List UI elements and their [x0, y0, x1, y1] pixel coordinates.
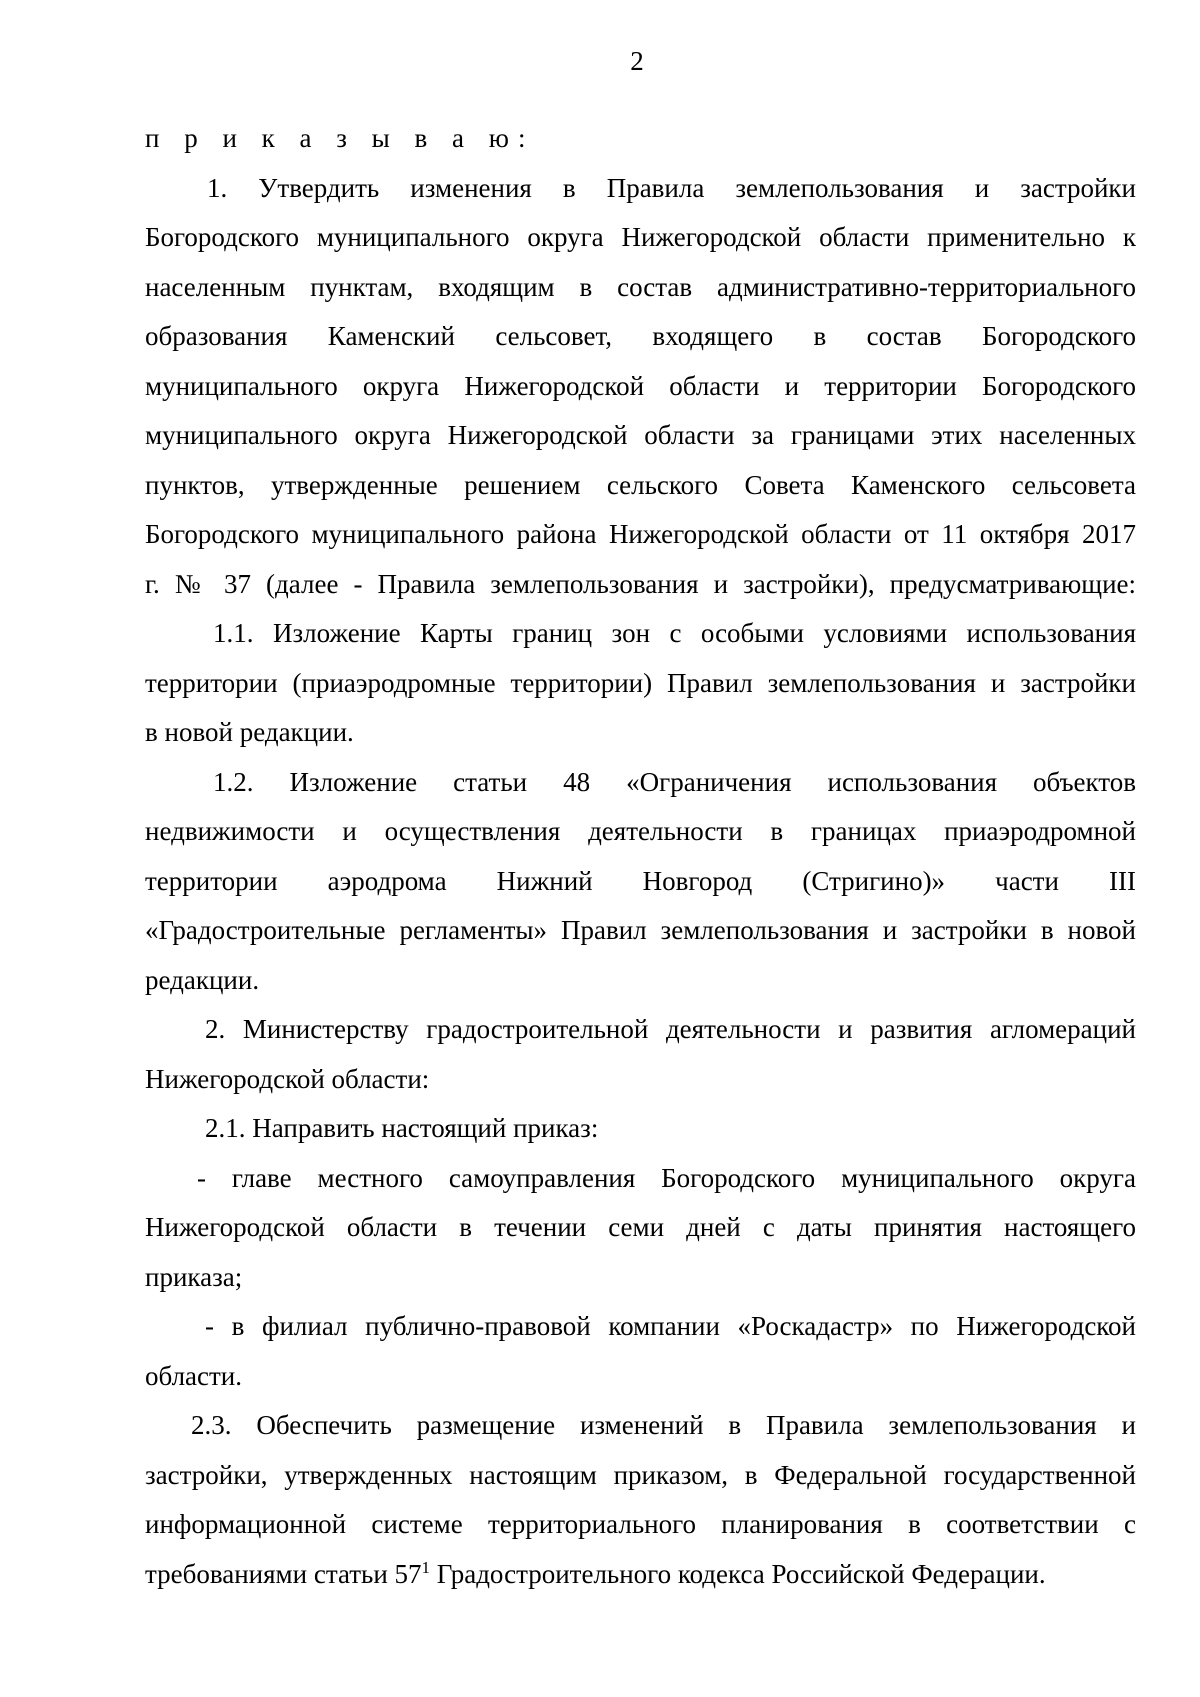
- paragraph-line: 1.1. Изложение Карты границ зон с особыми условиями использования: [213, 618, 1136, 648]
- paragraph-line: территории аэродрома Нижний Новгород (Стригино)» части III: [145, 865, 1136, 896]
- superscript: 1: [421, 1557, 431, 1577]
- paragraph-line: муниципального округа Нижегородской области за границами этих населенных: [145, 420, 1136, 450]
- paragraph-line: «Градостроительные регламенты» Правил землепользования и застройки в новой: [145, 915, 1136, 945]
- paragraph-line: Богородского муниципального округа Нижегородской области применительно к: [145, 222, 1136, 252]
- paragraph-line: в новой редакции.: [145, 717, 354, 747]
- paragraph-line: 2. Министерству градостроительной деятельности и развития агломераций: [205, 1014, 1136, 1044]
- paragraph-line: области.: [145, 1360, 243, 1391]
- paragraph-line: муниципального округа Нижегородской области и территории Богородского: [145, 370, 1136, 401]
- paragraph-line: информационной системе территориального планирования в соответствии с: [145, 1509, 1136, 1539]
- paragraph-line: Нижегородской области в течении семи дней с даты принятия настоящего: [145, 1212, 1136, 1242]
- paragraph-line: 2.1. Направить настоящий приказ:: [205, 1113, 599, 1143]
- paragraph-line: - в филиал публично-правовой компании «Роскадастр» по Нижегородской: [205, 1311, 1136, 1341]
- paragraph-line: образования Каменский сельсовет, входящего в состав Богородского: [145, 321, 1136, 351]
- paragraph-line: г. № 37 (далее - Правила землепользования и застройки), предусматривающие:: [145, 568, 1136, 599]
- paragraph-line: редакции.: [145, 964, 260, 995]
- paragraph-line-end: Градостроительного кодекса Российской Федерации.: [430, 1558, 1046, 1589]
- page-number: 2: [630, 46, 644, 76]
- paragraph-line: Богородского муниципального района Нижегородской области от 11 октября 2017: [145, 519, 1136, 549]
- paragraph-line: Нижегородской области:: [145, 1063, 430, 1094]
- paragraph-line: территории (приаэродромные территории) Правил землепользования и застройки: [145, 667, 1136, 698]
- order-heading: п р и к а з ы в а ю:: [145, 123, 535, 153]
- paragraph-line: 1.2. Изложение статьи 48 «Ограничения использования объектов: [213, 766, 1136, 797]
- paragraph-line: недвижимости и осуществления деятельности в границах приаэродромной: [145, 816, 1136, 846]
- paragraph-line: 2.3. Обеспечить размещение изменений в Правила землепользования и: [191, 1410, 1136, 1440]
- paragraph-line: 1. Утвердить изменения в Правила землепользования и застройки: [207, 172, 1136, 203]
- article-reference: требованиями статьи 57: [145, 1558, 422, 1589]
- paragraph-line: застройки, утвержденных настоящим приказом, в Федеральной государственной: [145, 1459, 1136, 1490]
- paragraph-line: приказа;: [145, 1261, 243, 1292]
- paragraph-line: пунктов, утвержденные решением сельского Совета Каменского сельсовета: [145, 469, 1136, 500]
- paragraph-line: населенным пунктам, входящим в состав административно-территориального: [145, 271, 1136, 302]
- document-body: [145, 114, 1136, 1599]
- paragraph-line: [145, 1550, 1136, 1600]
- paragraph-line: - главе местного самоуправления Богородского муниципального округа: [197, 1162, 1136, 1193]
